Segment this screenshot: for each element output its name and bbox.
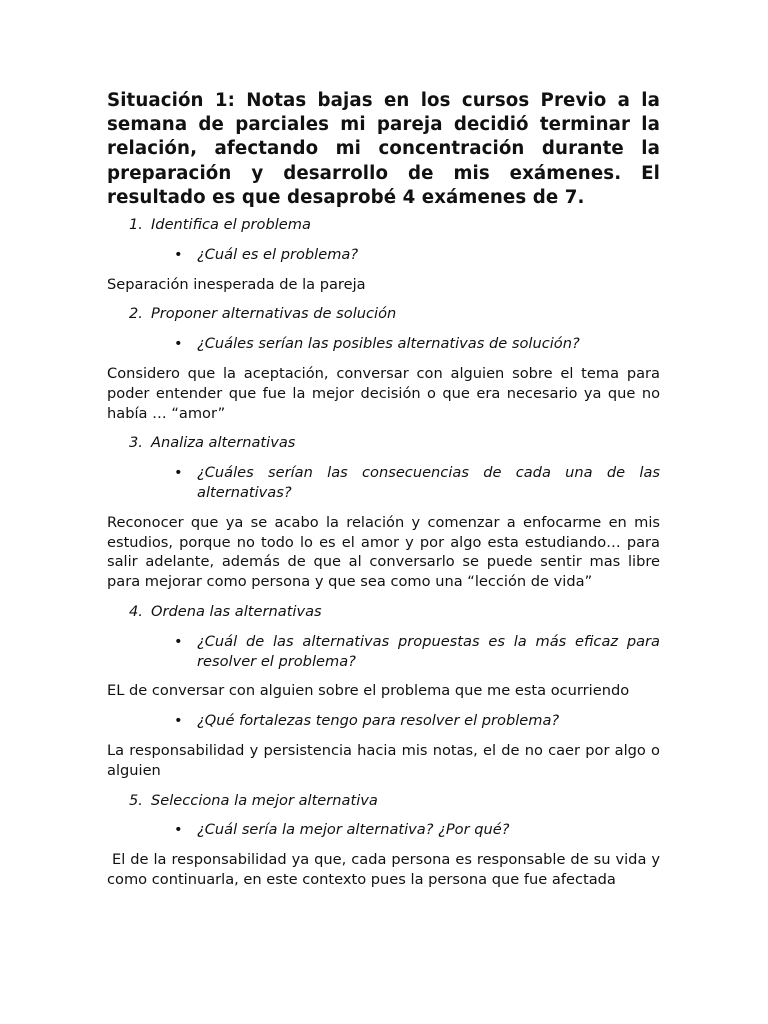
question-text: ¿Qué fortalezas tengo para resolver el problema? [197, 712, 560, 730]
step-3-answer: Reconocer que ya se acabo la relación y comenzar a enfocarme en mis estudios, porque no todo lo es el amor y por algo esta estudiando… para salir adelante, además de que al conversarlo se puede sentir mas libre para mejorar como persona y que sea como una “lección de vida” [107, 513, 660, 591]
situation-title: Situación 1: Notas bajas en los cursos Previo a la semana de parciales mi pareja decidió terminar la relación, afectando mi concentración durante la preparación y desarrollo de mis exámenes. El resultado es que desaprobé 4 exámenes de 7. [107, 90, 660, 208]
bullet-icon: • [174, 245, 183, 263]
question-text: ¿Cuál es el problema? [197, 245, 359, 263]
step-1-answer: Separación inesperada de la pareja [107, 275, 366, 293]
step-1-question [107, 245, 660, 265]
bullet-icon: • [174, 712, 183, 730]
step-1-heading [107, 215, 660, 235]
bullet-icon: • [174, 632, 183, 650]
step-4-question [107, 632, 660, 672]
bullet-icon: • [174, 464, 183, 482]
step-number: 2. [129, 305, 143, 323]
step-2-heading [107, 304, 660, 324]
step-number: 4. [129, 602, 143, 620]
step-5-heading [107, 791, 660, 811]
document-body [107, 89, 665, 900]
bullet-icon: • [174, 821, 183, 839]
step-3-question [107, 463, 660, 503]
step-5-question [107, 820, 660, 840]
step-5-answer: El de la responsabilidad ya que, cada persona es responsable de su vida y como continuarla, en este contexto pues la persona que fue afectada [107, 851, 665, 888]
question-text: ¿Cuál de las alternativas propuestas es la más eficaz para resolver el problema? [197, 632, 660, 670]
step-label: Analiza alternativas [151, 434, 296, 452]
step-2-question [107, 334, 660, 354]
question-text: ¿Cuáles serían las consecuencias de cada una de las alternativas? [197, 464, 660, 501]
step-number: 3. [129, 434, 143, 452]
step-label: Identifica el problema [151, 216, 311, 234]
step-2-answer: Considero que la aceptación, conversar con alguien sobre el tema para poder entender que fue la mejor decisión o que era necesario ya que no había … “amor” [107, 365, 660, 422]
step-number: 1. [129, 216, 143, 234]
step-3-heading [107, 433, 660, 453]
bullet-icon: • [174, 335, 183, 353]
step-number: 5. [129, 791, 143, 809]
step-4-answer-2: La responsabilidad y persistencia hacia mis notas, el de no caer por algo o alguien [107, 741, 660, 779]
question-text: ¿Cuál sería la mejor alternativa? ¿Por qué? [197, 821, 510, 839]
step-4-question-2 [107, 711, 660, 731]
step-label: Proponer alternativas de solución [151, 305, 397, 323]
question-text: ¿Cuáles serían las posibles alternativas de solución? [197, 335, 580, 353]
step-4-heading [107, 602, 660, 622]
step-4-answer: EL de conversar con alguien sobre el problema que me esta ocurriendo [107, 682, 630, 700]
step-label: Ordena las alternativas [151, 602, 322, 620]
step-label: Selecciona la mejor alternativa [151, 791, 378, 809]
